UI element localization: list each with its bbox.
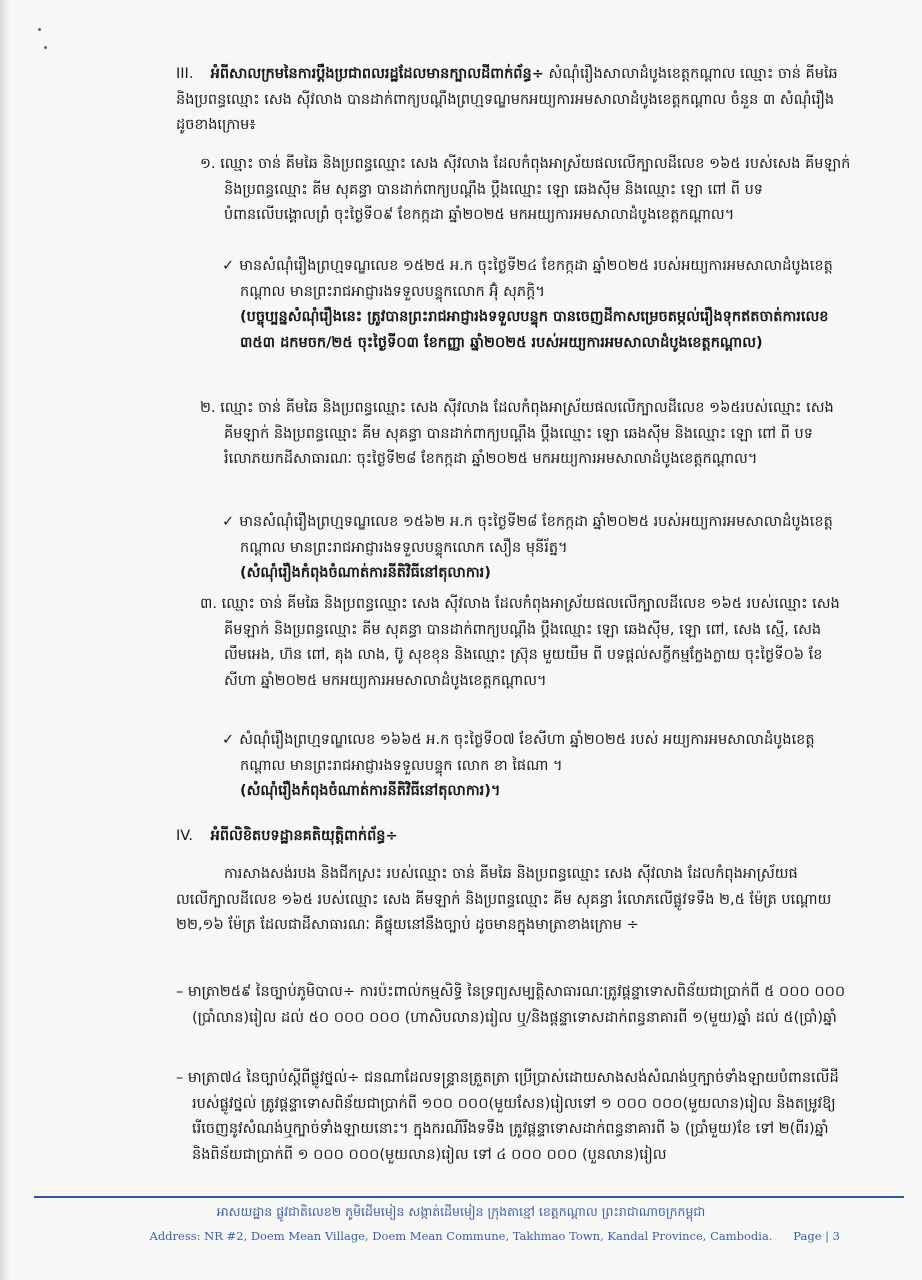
case-note <box>176 305 851 356</box>
law-article-74 <box>176 1066 851 1168</box>
section-4-title: អំពីលិខិតបទដ្ឋានគតិយុត្តិពាក់ព័ន្ធ÷ <box>210 828 398 844</box>
law-article-259 <box>176 980 851 1031</box>
case-note <box>176 561 851 587</box>
footer-khmer-address: អាសយដ្ឋាន ផ្លូវជាតិលេខ២ ភូមិដើមមៀន សង្កាត់ដើមមៀន ក្រុងតាខ្មៅ ខេត្តកណ្តាល ព្រះរាជាណាចក្រកម្ពុជា <box>216 1204 706 1219</box>
checkmark-icon: ✓ <box>222 514 240 530</box>
case-item-1 <box>176 152 851 229</box>
case-item-3 <box>176 592 851 694</box>
checkmark-icon: ✓ <box>222 258 240 274</box>
case-item-text: ២. ឈ្មោះ ចាន់ គីមឆៃ និងប្រពន្ធឈ្មោះ សេង ស៊ីវលាង ដែលកំពុងអាស្រ័យផលលើក្បាលដីលេខ ១៦៥របស់ឈ្មោះ សេង គីមឡាក់ និងប្រពន្ធឈ្មោះ គីម សុគន្ធា បានដាក់ពាក្យបណ្តឹង ប្តឹងឈ្មោះ ឡោ ឆេងស៊ីម និងឈ្មោះ ឡោ ពៅ ពី បទរំលោភយកដីសាធារណៈ ចុះថ្ងៃទី២៨ ខែកក្កដា ឆ្នាំ២០២៥ មកអយ្យការអមសាលាដំបូងខេត្តកណ្តាល។ <box>200 400 834 468</box>
case-item-3-check <box>176 728 851 805</box>
case-item-text: ១. ឈ្មោះ ចាន់ គីមឆៃ និងប្រពន្ធឈ្មោះ សេង ស៊ីវលាង ដែលកំពុងអាស្រ័យផលលើក្បាលដីលេខ ១៦៥ របស់សេង គីមឡាក់ និងប្រពន្ធឈ្មោះ គីម សុគន្ធា បានដាក់ពាក្យបណ្តឹង ប្តឹងឈ្មោះ ឡោ ឆេងស៊ីម និងឈ្មោះ ឡោ ពៅ ពី បទបំពានលើបង្គោលព្រំ ចុះថ្ងៃទី០៩ ខែកក្កដា ឆ្នាំ២០២៥ មកអយ្យការអមសាលាដំបូងខេត្តកណ្តាល។ <box>200 156 851 224</box>
case-item-text: ៣. ឈ្មោះ ចាន់ គីមឆៃ និងប្រពន្ធឈ្មោះ សេង ស៊ីវលាង ដែលកំពុងអាស្រ័យផលលើក្បាលដីលេខ ១៦៥ របស់ឈ្មោះ សេង គីមឡាក់ និងប្រពន្ធឈ្មោះ គីម សុគន្ធា បានដាក់ពាក្យបណ្តឹង ប្តឹងឈ្មោះ ឡោ ឆេងស៊ីម, ឡោ ពៅ, សេង ស្មើ, សេង លឹមអេង, ហ៊ន ពៅ, គុង លាង, ប៊ូ សុខខុន និងឈ្មោះ ស្រ៊ុន មួយយឹម ពី បទផ្តល់សក្ខីកម្មក្លែងក្លាយ ចុះថ្ងៃទី០៦ ខែសីហា ឆ្នាំ២០២៥ មកអយ្យការអមសាលាដំបូងខេត្តកណ្តាល។ <box>200 596 840 689</box>
case-item-1-check <box>176 254 851 356</box>
section-3-number: III. <box>176 66 194 82</box>
footer-address: Address: NR #2, Doem Mean Village, Doem Mean Commune, Takhmao Town, Kandal Province, Cambodia. <box>149 1229 773 1243</box>
section-4-heading <box>176 824 851 850</box>
case-check-line <box>176 254 851 305</box>
case-item-2 <box>176 396 851 473</box>
section-3-intro-text: សំណុំរឿងសាលាដំបូងខេត្តកណ្តាល ឈ្មោះ ចាន់ គីមឆៃ និងប្រពន្ធឈ្មោះ សេង ស៊ីវលាង បានដាក់ពាក្យបណ្តឹងព្រហ្មទណ្ឌមកអយ្យការអមសាលាដំបូងខេត្តកណ្តាល ចំនួន ៣ សំណុំរឿង ដូចខាងក្រោម៖ <box>176 66 838 134</box>
checkmark-icon: ✓ <box>222 732 240 748</box>
footer-divider <box>34 1196 904 1198</box>
case-item-2-check <box>176 510 851 587</box>
section-4 <box>176 824 851 850</box>
scan-speck <box>38 28 41 31</box>
case-note <box>176 779 851 805</box>
case-check-line <box>176 728 851 779</box>
scan-speck <box>44 46 47 49</box>
law-article-text: – មាត្រា៧៤ នៃច្បាប់ស្តីពីផ្លូវថ្នល់÷ ជនណាដែលទន្ទ្រានត្រួតត្រា ប្រើប្រាស់ដោយសាងសង់សំណង់ឬក្បាច់ទាំងឡាយបំពានលើដីរបស់ផ្លូវថ្នល់ ត្រូវផ្តន្ទាទោសពិន័យជាប្រាក់ពី ១០០ ០០០(មួយសែន)រៀលទៅ ១ ០០០ ០០០(មួយលាន)រៀល និងតម្រូវឱ្យរើចេញនូវសំណង់ឬក្បាច់ទាំងឡាយនោះ។ ក្នុងករណីរឹងទទឹង ត្រូវផ្តន្ទាទោសដាក់ពន្ធនាគារពី ៦ (ប្រាំមួយ)ខែ ទៅ ២(ពីរ)ឆ្នាំ និងពិន័យជាប្រាក់ពី ១ ០០០ ០០០(មួយលាន)រៀល ទៅ ៤ ០០០ ០០០ (បួនលាន)រៀល <box>176 1070 839 1163</box>
section-3 <box>176 62 851 139</box>
case-check-text: មានសំណុំរឿងព្រហ្មទណ្ឌលេខ ១៥២៥ អ.ក ចុះថ្ងៃទី២៤ ខែកក្កដា ឆ្នាំ២០២៥ របស់អយ្យការអមសាលាដំបូងខេត្តកណ្តាល មានព្រះរាជអាជ្ញារងទទួលបន្ទុកលោក អ៊ុំ សុភក្តិ។ <box>239 258 833 300</box>
case-check-text: សំណុំរឿងព្រហ្មទណ្ឌលេខ ១៦៦៥ អ.ក ចុះថ្ងៃទី០៧ ខែសីហា ឆ្នាំ២០២៥ របស់ អយ្យការអមសាលាដំបូងខេត្តកណ្តាល មានព្រះរាជអាជ្ញារងទទួលបន្ទុក លោក ខា ផៃណា ។ <box>239 732 815 774</box>
law-article-text: – មាត្រា២៥៩ នៃច្បាប់ភូមិបាល÷ ការប៉ះពាល់កម្មសិទ្ធិ នៃទ្រព្យសម្បត្តិសាធារណៈត្រូវផ្តន្ទាទោសពិន័យជាប្រាក់ពី ៥ ០០០ ០០០ (ប្រាំលាន)រៀល ដល់ ៥០ ០០០ ០០០ (ហាសិបលាន)រៀល ឬ/និងផ្តន្ទាទោសដាក់ពន្ធនាគារពី ១(មួយ)ឆ្នាំ ដល់ ៥(ប្រាំ)ឆ្នាំ <box>176 984 846 1026</box>
section-3-intro <box>176 62 851 139</box>
section-4-number: IV. <box>176 828 193 844</box>
case-note-text: (បច្ចុប្បន្នសំណុំរឿងនេះ ត្រូវបានព្រះរាជអាជ្ញារងទទួលបន្ទុក បានចេញដីកាសម្រេចតម្កល់រឿងទុកឥតចាត់ការលេខ ៣៥៣ ដកមចក/២៥ ចុះថ្ងៃទី០៣ ខែកញ្ញា ឆ្នាំ២០២៥ របស់អយ្យការអមសាលាដំបូងខេត្តកណ្តាល) <box>240 309 829 351</box>
case-note-text: (សំណុំរឿងកំពុងចំណាត់ការនីតិវិធីនៅតុលាការ) <box>240 565 491 582</box>
case-note-text: (សំណុំរឿងកំពុងចំណាត់ការនីតិវិធីនៅតុលាការ)។ <box>240 783 501 800</box>
section-4-paragraph <box>176 862 851 939</box>
scan-edge-shadow <box>0 0 10 1280</box>
section-4-para-text: ការសាងសង់របង និងជីកស្រះ របស់ឈ្មោះ ចាន់ គីមឆៃ និងប្រពន្ធឈ្មោះ សេង ស៊ីវលាង ដែលកំពុងអាស្រ័យផលលើក្បាលដីលេខ ១៦៥ របស់ឈ្មោះ សេង គីមឡាក់ និងប្រពន្ធឈ្មោះ គីម សុគន្ធា រំលោភលើផ្លូវទទឹង ២,៥ ម៉ែត្រ បណ្តោយ ២២,១៦ ម៉ែត្រ ដែលជាដីសាធារណៈ គឺផ្ទុយនៅនឹងច្បាប់ ដូចមានក្នុងមាត្រាខាងក្រោម ÷ <box>176 866 832 934</box>
case-check-line <box>176 510 851 561</box>
page-number: Page | 3 <box>793 1229 840 1243</box>
section-3-title: អំពីសាលក្រមនៃការប្តឹងប្រជាពលរដ្ឋដែលមានក្បាលដីពាក់ព័ន្ធ÷ <box>210 66 544 82</box>
case-check-text: មានសំណុំរឿងព្រហ្មទណ្ឌលេខ ១៥៦២ អ.ក ចុះថ្ងៃទី២៨ ខែកក្កដា ឆ្នាំ២០២៥ របស់អយ្យការអមសាលាដំបូងខេត្តកណ្តាល មានព្រះរាជអាជ្ញារងទទួលបន្ទុកលោក សឿន មុនីរ័ត្ន។ <box>239 514 833 556</box>
